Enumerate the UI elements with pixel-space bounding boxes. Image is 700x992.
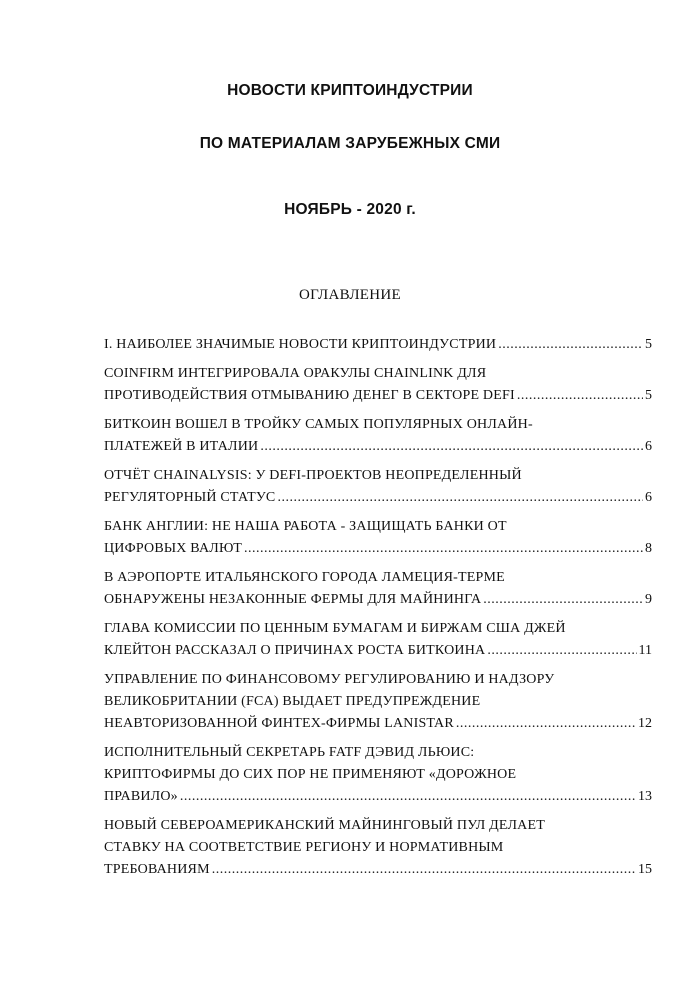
toc-entry[interactable] xyxy=(104,815,652,881)
toc-leader-dots xyxy=(260,436,643,458)
toc-leader-dots xyxy=(498,334,643,356)
toc-entry[interactable] xyxy=(104,414,652,458)
toc-entry-text: I. НАИБОЛЕЕ ЗНАЧИМЫЕ НОВОСТИ КРИПТОИНДУСТРИИ xyxy=(104,337,497,352)
toc-leader-dots xyxy=(456,713,636,735)
toc-entry-text: КРИПТОФИРМЫ ДО СИХ ПОР НЕ ПРИМЕНЯЮТ «ДОРОЖНОЕ xyxy=(104,767,517,782)
toc-page-number: 6 xyxy=(645,439,652,454)
toc-entry-text: ГЛАВА КОМИССИИ ПО ЦЕННЫМ БУМАГАМ И БИРЖАМ США ДЖЕЙ xyxy=(104,621,566,636)
toc-entry-text: КЛЕЙТОН РАССКАЗАЛ О ПРИЧИНАХ РОСТА БИТКОИНА xyxy=(104,643,486,658)
toc-entry-text: НОВЫЙ СЕВЕРОАМЕРИКАНСКИЙ МАЙНИНГОВЫЙ ПУЛ ДЕЛАЕТ xyxy=(104,818,545,833)
toc-entry[interactable] xyxy=(104,334,652,356)
toc-entry-text: ОБНАРУЖЕНЫ НЕЗАКОННЫЕ ФЕРМЫ ДЛЯ МАЙНИНГА xyxy=(104,592,482,607)
toc-entry-text: ВЕЛИКОБРИТАНИИ (FCA) ВЫДАЕТ ПРЕДУПРЕЖДЕНИЕ xyxy=(104,694,481,709)
toc-page-number: 8 xyxy=(645,541,652,556)
toc-leader-dots xyxy=(180,786,636,808)
toc-entry-text: СТАВКУ НА СООТВЕТСТВИЕ РЕГИОНУ И НОРМАТИВНЫМ xyxy=(104,840,504,855)
toc-page-number: 6 xyxy=(645,490,652,505)
toc-page-number: 5 xyxy=(645,337,652,352)
toc-entry-text: ПРАВИЛО» xyxy=(104,789,178,804)
toc-entry[interactable] xyxy=(104,516,652,560)
toc-entry-text: ПРОТИВОДЕЙСТВИЯ ОТМЫВАНИЮ ДЕНЕГ В СЕКТОРЕ DEFI xyxy=(104,388,515,403)
toc-entry[interactable] xyxy=(104,567,652,611)
toc-entry-text: ПЛАТЕЖЕЙ В ИТАЛИИ xyxy=(104,439,259,454)
toc-entry-text: БИТКОИН ВОШЕЛ В ТРОЙКУ САМЫХ ПОПУЛЯРНЫХ ОНЛАЙН- xyxy=(104,417,533,432)
toc-entry-text: ЦИФРОВЫХ ВАЛЮТ xyxy=(104,541,242,556)
table-of-contents xyxy=(104,334,652,888)
toc-entry[interactable] xyxy=(104,618,652,662)
toc-page-number: 11 xyxy=(638,643,652,658)
toc-entry[interactable] xyxy=(104,363,652,407)
toc-page-number: 12 xyxy=(638,716,652,731)
toc-entry-text: ИСПОЛНИТЕЛЬНЫЙ СЕКРЕТАРЬ FATF ДЭВИД ЛЬЮИС: xyxy=(104,745,475,760)
toc-leader-dots xyxy=(277,487,643,509)
toc-entry-text: ТРЕБОВАНИЯМ xyxy=(104,862,210,877)
toc-entry-text: РЕГУЛЯТОРНЫЙ СТАТУС xyxy=(104,490,276,505)
toc-page-number: 15 xyxy=(638,862,652,877)
toc-leader-dots xyxy=(483,589,643,611)
toc-leader-dots xyxy=(487,640,636,662)
document-title: НОВОСТИ КРИПТОИНДУСТРИИ xyxy=(227,82,473,99)
toc-entry[interactable] xyxy=(104,669,652,735)
toc-entry[interactable] xyxy=(104,742,652,808)
toc-page-number: 5 xyxy=(645,388,652,403)
toc-entry[interactable] xyxy=(104,465,652,509)
toc-entry-text: ОТЧЁТ CHAINALYSIS: У DEFI-ПРОЕКТОВ НЕОПРЕДЕЛЕННЫЙ xyxy=(104,468,522,483)
toc-leader-dots xyxy=(212,859,636,881)
toc-title: ОГЛАВЛЕНИЕ xyxy=(299,287,401,303)
toc-entry-text: COINFIRM ИНТЕГРИРОВАЛА ОРАКУЛЫ CHAINLINK ДЛЯ xyxy=(104,366,487,381)
document-date: НОЯБРЬ - 2020 г. xyxy=(284,201,416,218)
toc-entry-text: В АЭРОПОРТЕ ИТАЛЬЯНСКОГО ГОРОДА ЛАМЕЦИЯ-ТЕРМЕ xyxy=(104,570,505,585)
toc-page-number: 9 xyxy=(645,592,652,607)
toc-leader-dots xyxy=(244,538,643,560)
toc-entry-text: УПРАВЛЕНИЕ ПО ФИНАНСОВОМУ РЕГУЛИРОВАНИЮ И НАДЗОРУ xyxy=(104,672,555,687)
toc-leader-dots xyxy=(517,385,643,407)
toc-entry-text: БАНК АНГЛИИ: НЕ НАША РАБОТА - ЗАЩИЩАТЬ БАНКИ ОТ xyxy=(104,519,507,534)
document-subtitle: ПО МАТЕРИАЛАМ ЗАРУБЕЖНЫХ СМИ xyxy=(199,135,501,152)
toc-entry-text: НЕАВТОРИЗОВАННОЙ ФИНТЕХ-ФИРМЫ LANISTAR xyxy=(104,716,454,731)
toc-page-number: 13 xyxy=(638,789,652,804)
